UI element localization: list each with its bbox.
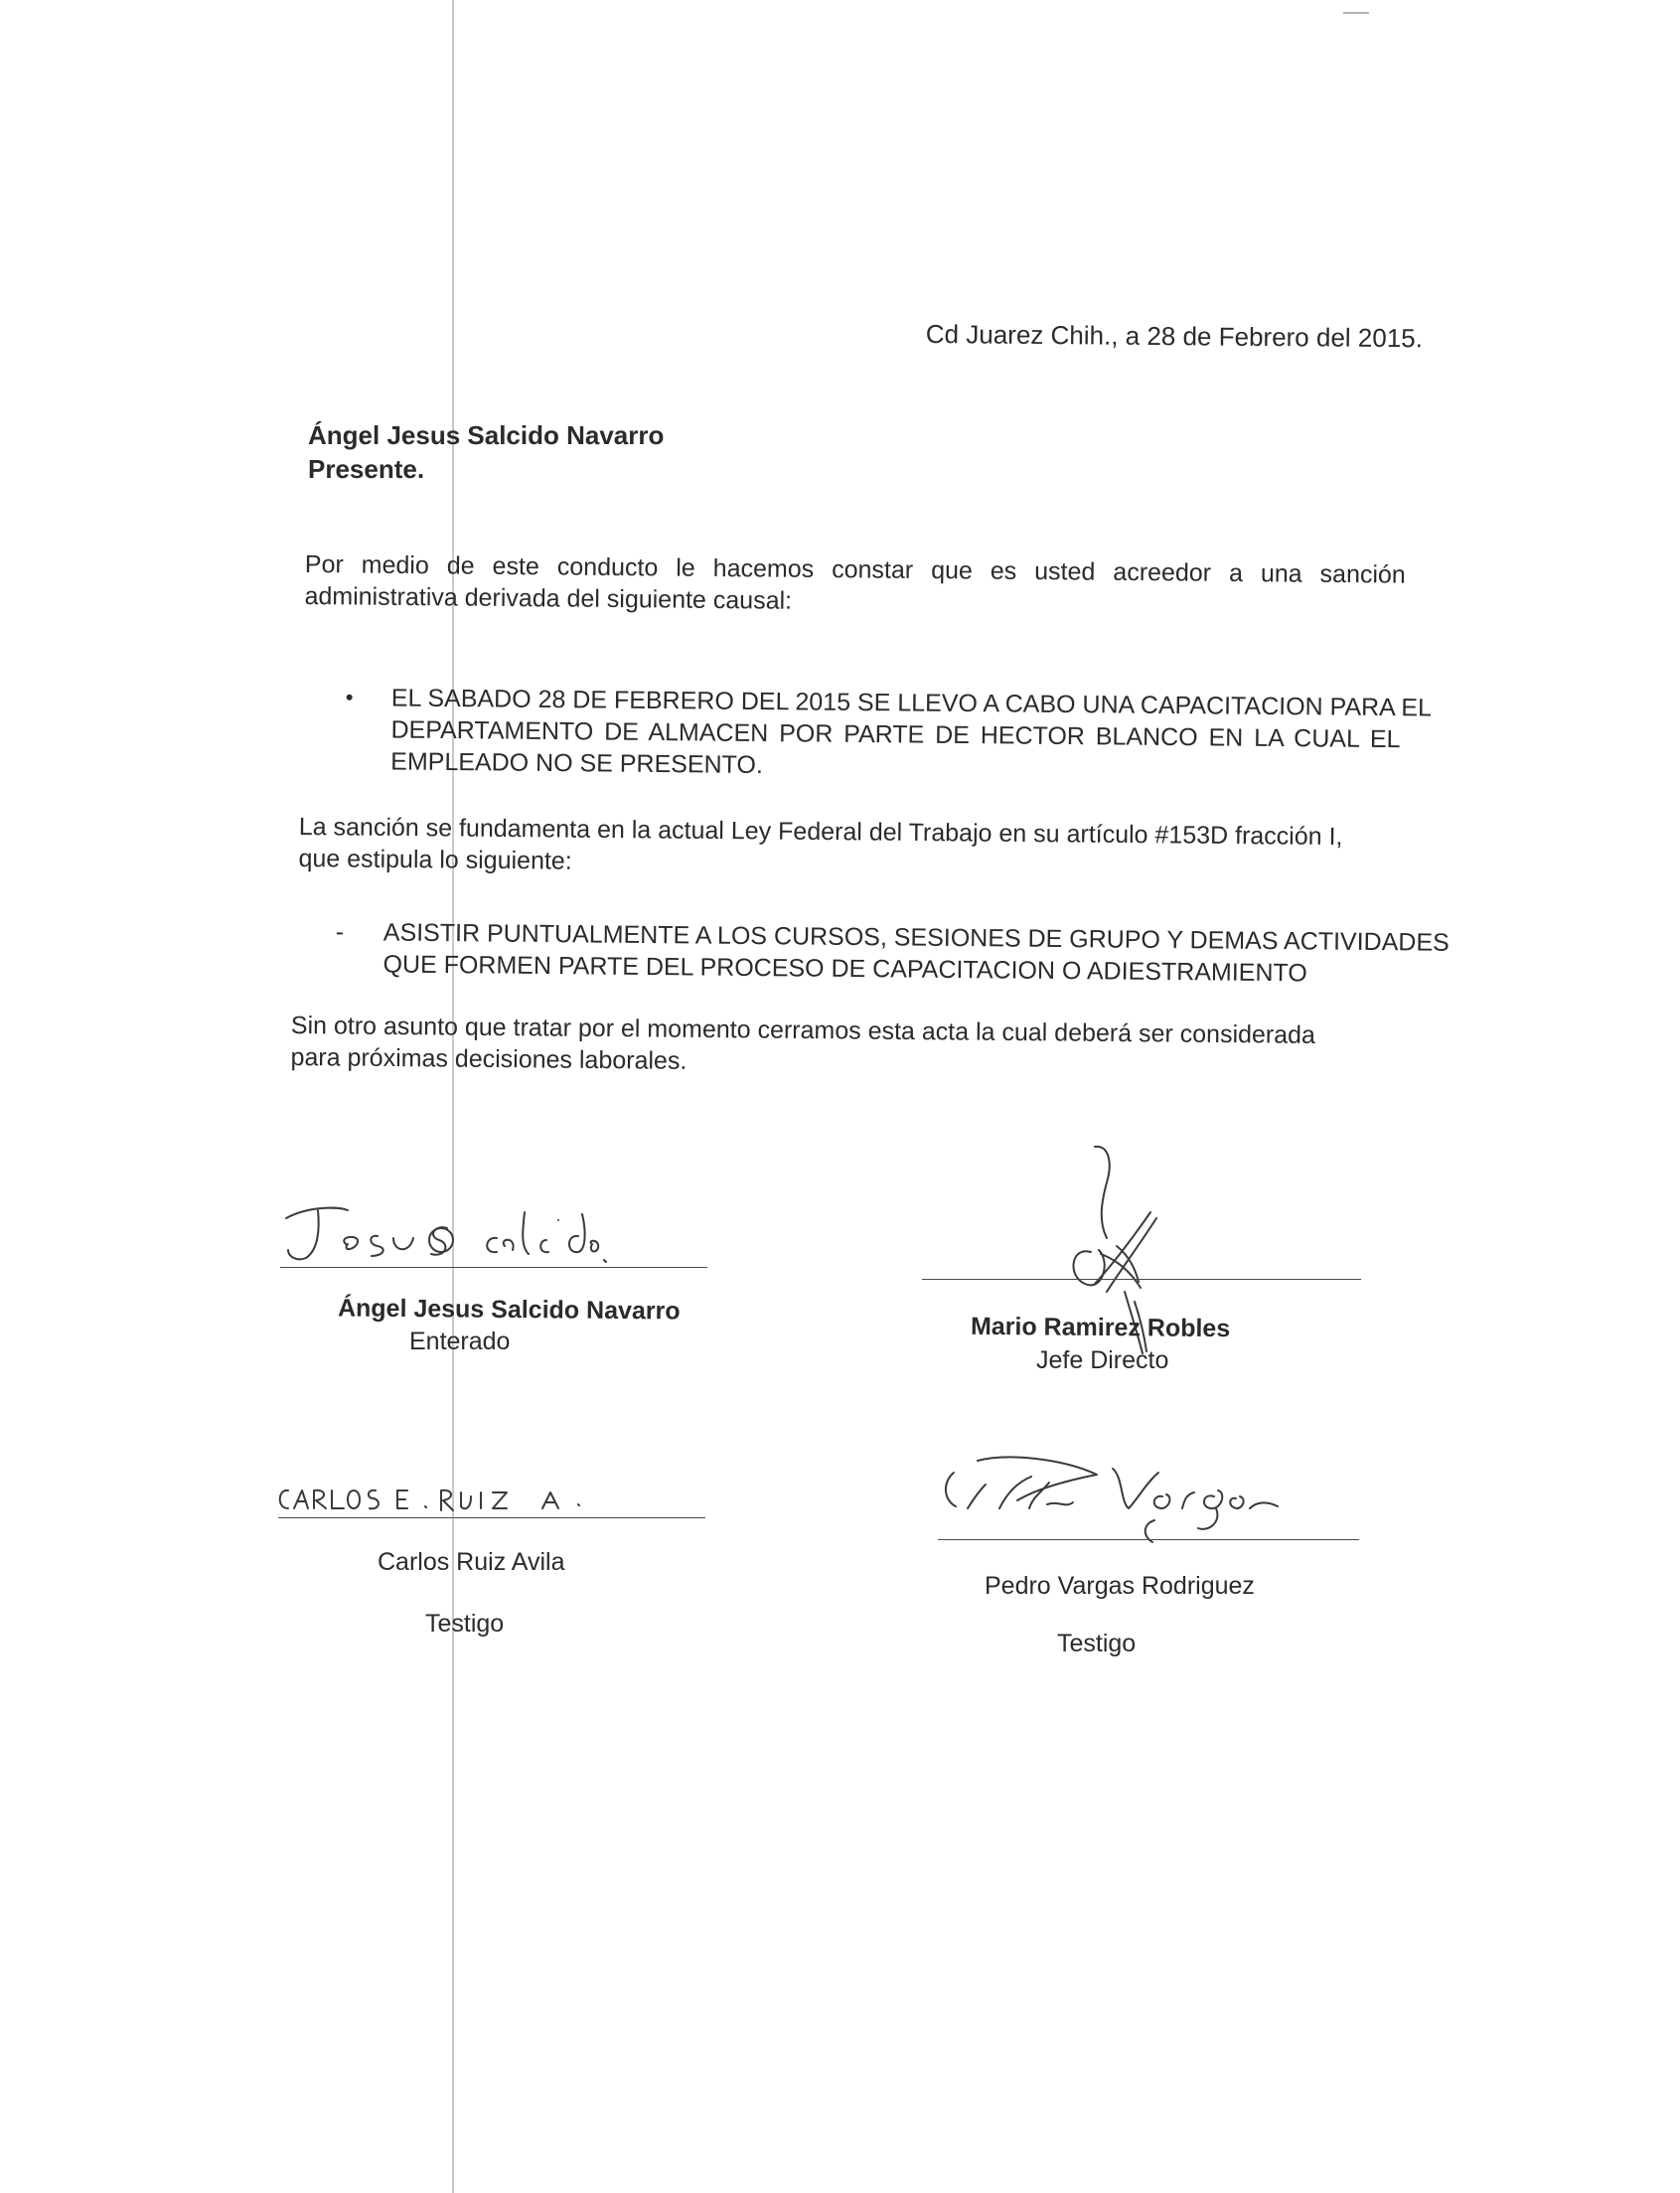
witness2-name: Pedro Vargas Rodriguez [985,1572,1255,1600]
signature-line-employee [280,1267,707,1268]
cause-bullet-item [345,682,1433,780]
intro-paragraph [304,548,1406,623]
place-date: Cd Juarez Chih., a 28 de Febrero del 2015. [925,318,1424,354]
cause-text [390,682,1433,787]
signature-scribble [278,1200,606,1270]
signature-line-witness1 [278,1517,705,1518]
cause-line-1: EL SABADO 28 DE FEBRERO DEL 2015 SE LLEVO A CABO UNA CAPACITACION PARA EL [390,684,1433,722]
closing-paragraph [290,1010,1394,1084]
basis-line-1: La sanción se fundamenta en la actual Ley Federal del Trabajo en su artículo #153D fracción I, [298,812,1343,852]
signature-line-supervisor [922,1279,1361,1280]
witness2-signature [938,1453,1296,1562]
intro-line-2: administrativa derivada del siguiente causal: [304,581,793,615]
bullet-icon: • [345,684,354,710]
article-text [382,916,1450,990]
supervisor-role: Jefe Directo [1036,1346,1169,1374]
cause-line-3: EMPLEADO NO SE PRESENTO. [390,747,763,780]
supervisor-name: Mario Ramirez Robles [970,1312,1231,1343]
recipient-name: Ángel Jesus Salcido Navarro [308,420,665,450]
scan-fold-line [452,0,454,2193]
witness1-signature [274,1477,652,1526]
employee-name: Ángel Jesus Salcido Navarro [337,1294,681,1326]
cause-line-2: DEPARTAMENTO DE ALMACEN POR PARTE DE HECTOR BLANCO EN LA CUAL EL [390,715,1401,754]
article-line-1: ASISTIR PUNTUALMENTE A LOS CURSOS, SESIONES DE GRUPO Y DEMAS ACTIVIDADES [382,918,1450,957]
intro-line-1: Por medio de este conducto le hacemos constar que es usted acreedor a una sanción [304,549,1406,589]
witness1-role: Testigo [425,1610,505,1638]
closing-line-2: para próximas decisiones laborales. [290,1042,687,1075]
basis-line-2: que estipula lo siguiente: [298,844,572,875]
signature-scribble [274,1477,652,1526]
closing-line-1: Sin otro asunto que tratar por el momento cerramos esta acta la cual deberá ser considerada [290,1011,1316,1049]
employee-role: Enterado [409,1328,511,1355]
witness1-name: Carlos Ruiz Avila [378,1548,565,1576]
article-line-2: QUE FORMEN PARTE DEL PROCESO DE CAPACITACION O ADIESTRAMIENTO [382,950,1307,988]
signature-scribble [938,1453,1296,1562]
employee-signature [278,1200,606,1270]
witness2-role: Testigo [1057,1630,1137,1657]
scan-mark [1343,12,1369,14]
dash-icon: - [335,917,345,947]
recipient-block [308,419,664,487]
article-dash-item [335,916,1450,988]
basis-paragraph [298,811,1402,885]
recipient-greeting: Presente. [308,454,425,484]
signature-line-witness2 [938,1539,1359,1540]
